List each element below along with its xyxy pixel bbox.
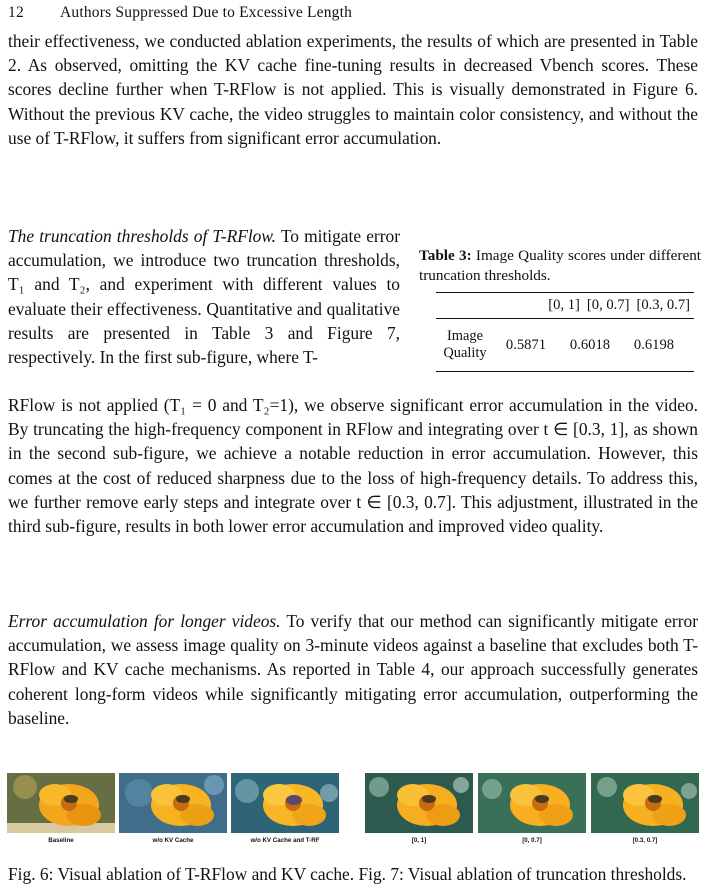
table-row-label <box>436 328 494 362</box>
figure-image-threshold-0-0.7 <box>478 773 586 833</box>
page-number: 12 <box>8 4 24 21</box>
figure-image-threshold-0-1 <box>365 773 473 833</box>
figure-thumbnails <box>7 773 699 844</box>
table-3 <box>419 246 701 372</box>
row-label-line: Quality <box>443 345 487 361</box>
paragraph-longer-text: To verify that our method can significantly mitigate error accumulation, we assess image quality on 3-minute videos against a baseline that excludes both T-RFlow and KV cache mechanisms. As reported in Table 4, our approach successfully generates coherent long-form videos while significantly mitigating error accumulation, outperforming the baseline. <box>8 611 698 728</box>
paragraph-heading-truncation: The truncation thresholds of T-RFlow. <box>8 226 277 246</box>
table-cells <box>494 337 682 354</box>
table-cell: 0.6198 <box>633 336 675 353</box>
figure-caption-line: Fig. 6: Visual ablation of T-RFlow and KV cache. Fig. 7: Visual ablation of truncation thresholds. <box>8 864 687 884</box>
figure-image-no-kv-cache-and-trf <box>231 773 339 833</box>
paragraph-truncation-intro: To mitigate error accumulation, we introduce two truncation thresholds, T₁ and T₂, and experiment with different values to evaluate their effectiveness. Quantitative and qualitative results are presented in Table 3 and Figure 7, respectively. In the first sub-figure, where T- <box>8 226 400 368</box>
paragraph-longer-videos <box>8 609 698 730</box>
figure-label: w/o KV Cache and T-RF <box>250 837 320 844</box>
figure-image-baseline <box>7 773 115 833</box>
running-head <box>8 4 352 22</box>
figure-label: [0.3, 0.7] <box>632 837 658 844</box>
figure-image-no-kv-cache <box>119 773 227 833</box>
row-label-line: Image <box>447 328 483 344</box>
paragraph-truncation-full: RFlow is not applied (T₁ = 0 and T₂=1), we observe significant error accumulation in the video. By truncating the high-frequency component in RFlow and integrating over t ∈ [0.3, 1], as shown in the second sub-figure, we achieve a notable reduction in error accumulation. However, this comes at the cost of reduced sharpness due to the loss of high-frequency details. To address this, we further remove early steps and integrate over t ∈ [0.3, 0.7]. This adjustment, illustrated in the third sub-figure, results in both lower error accumulation and improved video quality. <box>8 395 698 537</box>
paragraph-heading-longer: Error accumulation for longer videos. <box>8 611 281 631</box>
figure-label: [0, 0.7] <box>522 837 542 844</box>
table-cell: 0.5871 <box>505 336 547 353</box>
figure-label: Baseline <box>48 837 74 844</box>
table-caption <box>419 246 701 286</box>
table-caption-label: Table 3: <box>419 247 472 264</box>
table-header-row <box>436 293 694 319</box>
table-body <box>436 292 694 372</box>
table-col-header: [0, 1] <box>548 297 580 313</box>
running-title: Authors Suppressed Due to Excessive Length <box>60 4 353 21</box>
paragraph-truncation-left <box>8 224 400 369</box>
figure-label: [0, 1] <box>411 837 427 844</box>
table-col-header: [0.3, 0.7] <box>636 297 690 313</box>
table-row <box>436 319 694 371</box>
figure-image-threshold-0.3-0.7 <box>591 773 699 833</box>
paragraph-ablation: their effectiveness, we conducted ablation experiments, the results of which are presented in Table 2. As observed, omitting the KV cache fine-tuning results in decreased Vbench scores. These scores decline further when T-RFlow is not applied. This is visually demonstrated in Figure 6. Without the previous KV cache, the video struggles to maintain color consistency, and without the use of T-RFlow, it suffers from significant error accumulation. <box>8 31 698 148</box>
table-cell: 0.6018 <box>569 336 611 353</box>
table-col-header: [0, 0.7] <box>586 297 630 313</box>
figure-label: w/o KV Cache <box>152 837 194 844</box>
table-caption-text: Image Quality scores under different truncation thresholds. <box>419 247 702 284</box>
